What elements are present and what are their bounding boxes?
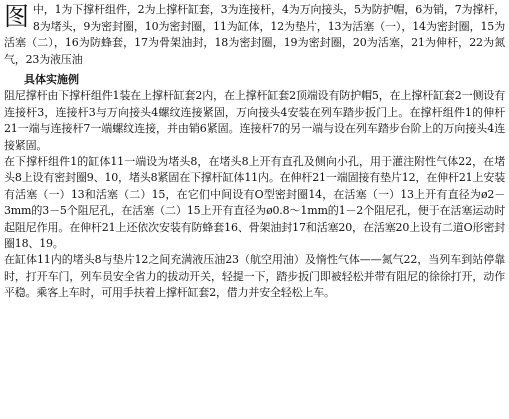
figure-legend-text: 中，1为下撑杆组件，2为上撑杆缸套，3为连接杆，4为万向接头，5为防护帽，6为销，7为撑杆，8为堵头，9为密封圈，10为密封圈，11为缸体，12为垫片，13为活塞（一），14为密封圈，15为活塞（二），16为防蜂套，17为骨架油封，18为密封圈，19为密封圈，20为活塞，21为伸杆，22为氮气，23为液压油 — [4, 3, 505, 66]
figure-legend — [4, 2, 505, 68]
embodiment-paragraph-2: 在下撑杆组件1的缸体11一端设为堵头8，在堵头8上开有直孔及侧向小孔，用于灌注附性气体22，在堵头8上设有密封圈9、10，堵头8紧固在下撑杆缸体11内。在伸杆21一端固接有垫片12，在伸杆21上安装有活塞（一）13和活塞（二）15，在它们中间设有O型密封圈14，在活塞（一）13上开有直径为ø2－3mm的3－5个阻尼孔，在活塞（二）15上开有直径为ø0.8～1mm的1－2个阻尼孔，便于在活塞运动时起阻尼作用。在伸杆21上还依次安装有防蜂套16、骨架油封17和活塞20，在活塞20上设有二道O形密封圈18、19。 — [4, 155, 505, 251]
figure-lead-character: 图 — [4, 2, 29, 31]
embodiment-paragraph-3: 在缸体11内的堵头8与垫片12之间充满液压油23（航空用油）及惰性气体——氮气22，当列车到站停靠时，打开车门，列车员安全省力的拔动开关，轻提一下，踏步扳门即被轻松并带有阻尼的徐徐打开，动作平稳。乘客上车时，可用手扶着上撑杆缸套2，借力并安全轻松上车。 — [4, 253, 505, 300]
section-heading: 具体实施例 — [24, 73, 79, 87]
embodiment-paragraph-1: 阻尼撑杆由下撑杆组件1装在上撑杆缸套2内，在上撑杆缸套2顶端设有防护帽5，在上撑杆缸套2一侧设有连接杆3，连接杆3与万向接头4螺纹连接紧固，万向接头4安装在列车踏步扳门上。在撑杆组件1的伸杆21一端与连接杆7一端螺纹连接，并由销6紧固。连接杆7的另一端与设在列车踏步台阶上的万向接头4连接紧固。 — [4, 89, 505, 152]
